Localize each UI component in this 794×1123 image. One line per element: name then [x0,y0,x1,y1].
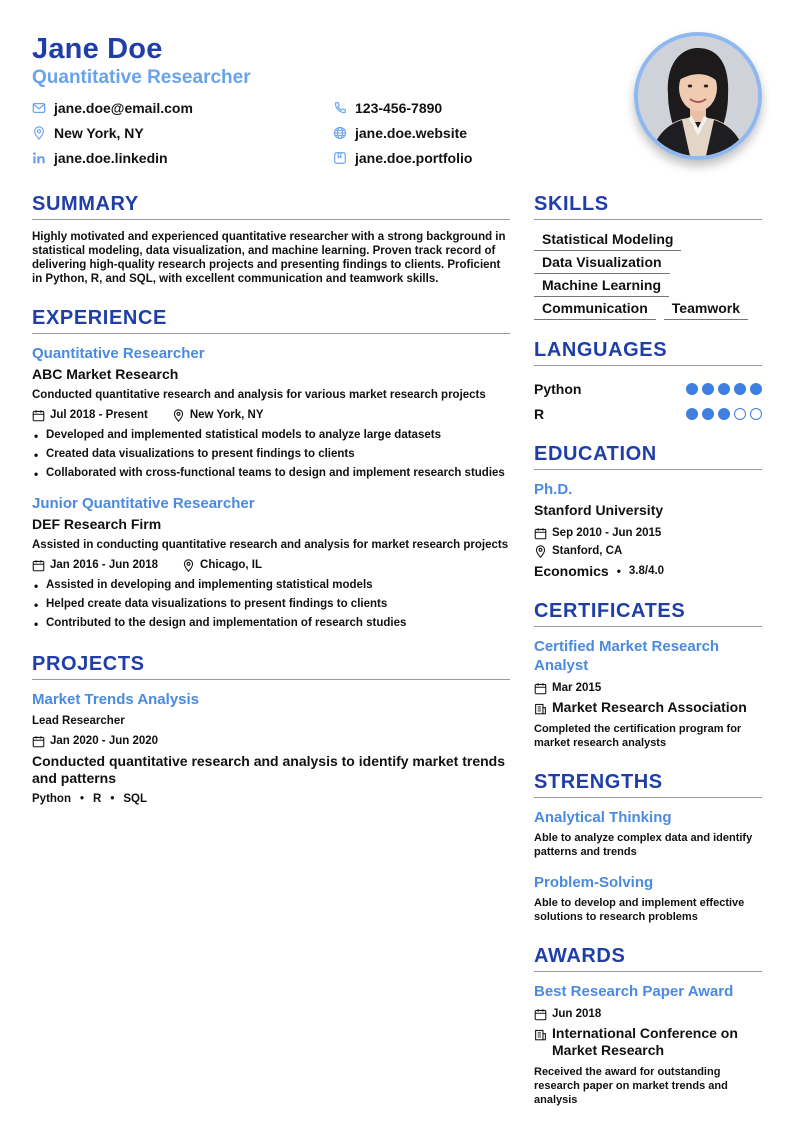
right-column [534,192,762,1123]
skill-tag: Statistical Modeling [534,228,681,251]
separator-dot: • [110,793,115,805]
calendar-icon [534,527,547,540]
list-item: • Helped create data visualizations to present findings to clients [32,597,510,611]
level-dot-filled [734,383,746,395]
job-entry [32,344,510,480]
skill-tag: Communication [534,297,656,320]
project-tag: R [93,793,102,805]
award-issuer-row [534,1025,762,1059]
summary-heading: SUMMARY [32,192,510,220]
education-location: Stanford, CA [552,545,623,557]
location-pin-icon [534,545,547,558]
awards-section [534,944,762,1107]
certificate-issuer-row [534,699,762,716]
strength-description: Able to develop and implement effective solutions to research problems [534,897,745,923]
job-description: Assisted in conducting quantitative research and analysis for market research projects [32,539,509,551]
project-tags [32,793,510,805]
award-title: Best Research Paper Award [534,983,734,1000]
certificates-section [534,599,762,750]
level-dot-filled [686,383,698,395]
linkedin-text: jane.doe.linkedin [54,150,168,166]
location-text: New York, NY [54,125,144,141]
location-pin-icon [172,409,185,422]
project-meta [32,733,510,749]
level-dot-empty [750,408,762,420]
list-item: • Contributed to the design and implementation of research studies [32,616,510,630]
strengths-section [534,770,762,924]
level-dot-filled [718,383,730,395]
list-item: • Assisted in developing and implementing statistical models [32,578,510,592]
education-dates-row [534,525,762,541]
contact-portfolio[interactable] [333,148,472,168]
strength-item [534,808,762,859]
building-icon [534,702,547,715]
candidate-title: Quantitative Researcher [32,67,251,88]
portfolio-text: jane.doe.portfolio [355,150,473,166]
phone-text: 123-456-7890 [355,100,443,116]
education-location-row [534,543,762,559]
list-item: • Created data visualizations to present findings to clients [32,447,510,461]
strength-title: Analytical Thinking [534,809,672,826]
certificate-date-row [534,680,762,696]
calendar-icon [32,559,45,572]
certificate-title: Certified Market Research Analyst [534,638,720,674]
education-field: Economics [534,563,609,579]
project-description: Conducted quantitative research and analysis to identify market trends and patterns [32,753,506,786]
job-title: Quantitative Researcher [32,345,205,362]
avatar-illustration [638,36,758,156]
projects-section [32,652,510,805]
level-dot-filled [702,383,714,395]
skill-tag: Teamwork [664,297,748,320]
education-dates: Sep 2010 - Jun 2015 [552,527,662,539]
strengths-heading: STRENGTHS [534,770,762,798]
globe-icon [333,126,347,140]
email-icon [32,101,46,115]
skill-tag: Machine Learning [534,274,669,297]
building-icon [534,1028,547,1041]
award-date-row [534,1006,762,1022]
job-dates: Jan 2016 - Jun 2018 [50,559,159,571]
education-heading: EDUCATION [534,442,762,470]
level-dot-filled [718,408,730,420]
award-issuer: International Conference on Market Research [552,1025,738,1058]
list-item: • Collaborated with cross-functional teams to design and implement research studies [32,466,510,480]
projects-heading: PROJECTS [32,652,510,680]
job-description: Conducted quantitative research and analysis for various market research projects [32,389,486,401]
job-dates: Jul 2018 - Present [50,409,148,421]
school-name: Stanford University [534,502,664,518]
job-bullets [32,578,510,630]
job-location: Chicago, IL [200,559,263,571]
job-company: ABC Market Research [32,366,179,382]
certificates-heading: CERTIFICATES [534,599,762,627]
language-name: R [534,405,545,422]
level-dot-empty [734,408,746,420]
project-tag: Python [32,793,71,805]
language-name: Python [534,380,582,397]
calendar-icon [32,409,45,422]
linkedin-icon [32,151,46,165]
separator-dot: • [616,564,621,578]
contact-website[interactable] [333,123,467,143]
website-text: jane.doe.website [355,125,468,141]
list-item: • Developed and implemented statistical models to analyze large datasets [32,428,510,442]
level-dot-filled [686,408,698,420]
job-bullets [32,428,510,480]
calendar-icon [32,735,45,748]
education-section [534,442,762,579]
contact-linkedin[interactable] [32,148,168,168]
strength-item [534,873,762,924]
project-tag: SQL [123,793,147,805]
skills-list [534,228,762,320]
summary-section [32,192,510,286]
job-meta [32,557,510,573]
experience-section [32,306,510,630]
skill-tag: Data Visualization [534,251,670,274]
calendar-icon [534,682,547,695]
certificate-issuer: Market Research Association [552,699,747,715]
phone-icon [333,101,347,115]
calendar-icon [534,1008,547,1021]
project-dates: Jan 2020 - Jun 2020 [50,735,159,747]
language-row [534,376,762,401]
level-dot-filled [750,383,762,395]
location-pin-icon [32,126,46,140]
languages-heading: LANGUAGES [534,338,762,366]
education-gpa: 3.8/4.0 [628,565,665,577]
separator-dot: • [79,793,85,805]
language-level [682,383,762,395]
project-role: Lead Researcher [32,715,125,727]
job-meta [32,407,510,423]
certificate-date: Mar 2015 [552,682,602,694]
summary-text: Highly motivated and experienced quantitative researcher with a strong background in statistical modeling, data visualization, and machine learning. Proven track record of delivering high-quality research projects and presenting findings to clients. Proficient in Python, R, and SQL, with excellent communication and teamwork skills. [32,231,506,285]
job-location: New York, NY [189,409,264,421]
contact-location [32,123,144,143]
level-dot-filled [702,408,714,420]
portfolio-icon [333,151,347,165]
profile-photo [634,32,762,160]
awards-heading: AWARDS [534,944,762,972]
language-row [534,401,762,426]
education-field-row [534,563,762,579]
job-entry [32,494,510,630]
job-title: Junior Quantitative Researcher [32,495,255,512]
left-column [32,192,510,805]
experience-heading: EXPERIENCE [32,306,510,334]
strength-title: Problem-Solving [534,874,654,891]
certificate-description: Completed the certification program for market research analysts [534,723,742,749]
resume-header [32,32,762,172]
language-level [682,408,762,420]
skills-heading: SKILLS [534,192,762,220]
candidate-name: Jane Doe [32,33,163,65]
contact-email[interactable] [32,98,193,118]
strength-description: Able to analyze complex data and identify patterns and trends [534,832,753,858]
award-description: Received the award for outstanding research paper on market trends and analysis [534,1066,728,1106]
contact-phone[interactable] [333,98,442,118]
project-title: Market Trends Analysis [32,691,200,708]
job-company: DEF Research Firm [32,516,162,532]
languages-section [534,338,762,426]
skills-section [534,192,762,320]
award-date: Jun 2018 [552,1008,602,1020]
email-text: jane.doe@email.com [54,100,193,116]
location-pin-icon [182,559,195,572]
degree: Ph.D. [534,481,573,498]
